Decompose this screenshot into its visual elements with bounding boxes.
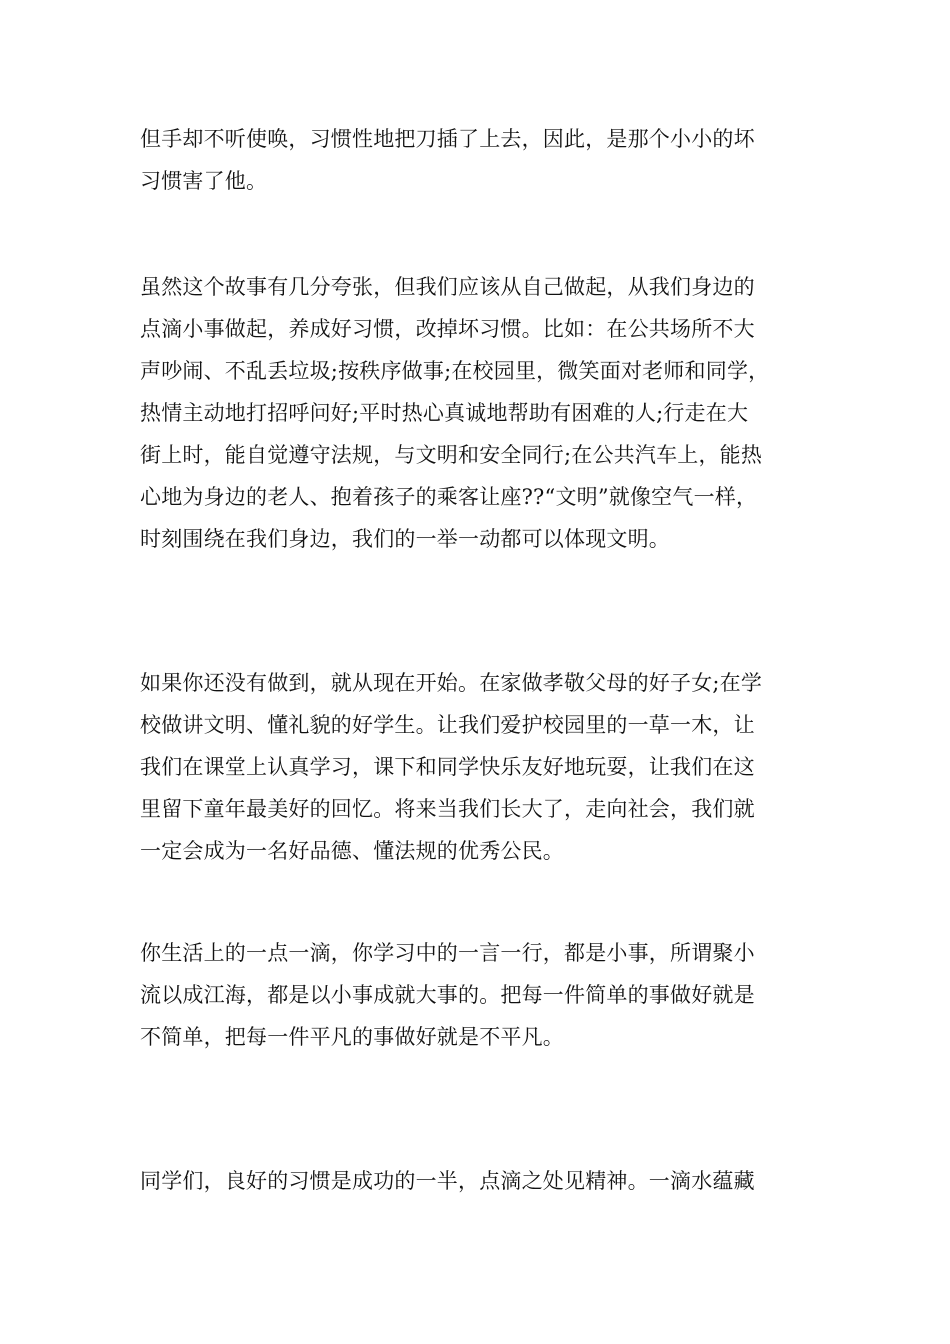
paragraph-line: 一定会成为一名好品德、懂法规的优秀公民。 — [140, 839, 564, 863]
paragraph-line: 习惯害了他。 — [140, 169, 268, 193]
paragraph-line: 如果你还没有做到，就从现在开始。在家做孝敬父母的好子女;在学 — [140, 671, 763, 695]
paragraph-1 — [140, 118, 800, 202]
paragraph-line: 流以成江海，都是以小事成就大事的。把每一件简单的事做好就是 — [140, 983, 755, 1007]
paragraph-line: 校做讲文明、懂礼貌的好学生。让我们爱护校园里的一草一木，让 — [140, 713, 755, 737]
paragraph-line: 声吵闹、不乱丢垃圾;按秩序做事;在校园里，微笑面对老师和同学， — [140, 359, 770, 383]
paragraph-line: 热情主动地打招呼问好;平时热心真诚地帮助有困难的人;行走在大 — [140, 401, 749, 425]
paragraph-line: 同学们，良好的习惯是成功的一半，点滴之处见精神。一滴水蕴藏 — [140, 1169, 755, 1193]
paragraph-line: 虽然这个故事有几分夸张，但我们应该从自己做起，从我们身边的 — [140, 275, 755, 299]
paragraph-3 — [140, 662, 800, 872]
paragraph-line: 点滴小事做起，养成好习惯，改掉坏习惯。比如：在公共场所不大 — [140, 317, 755, 341]
paragraph-line: 我们在课堂上认真学习，课下和同学快乐友好地玩耍，让我们在这 — [140, 755, 755, 779]
paragraph-4 — [140, 932, 800, 1058]
paragraph-line: 里留下童年最美好的回忆。将来当我们长大了，走向社会，我们就 — [140, 797, 755, 821]
paragraph-line: 你生活上的一点一滴，你学习中的一言一行，都是小事，所谓聚小 — [140, 941, 755, 965]
paragraph-line: 街上时，能自觉遵守法规，与文明和安全同行;在公共汽车上，能热 — [140, 443, 763, 467]
paragraph-line: 不简单，把每一件平凡的事做好就是不平凡。 — [140, 1025, 564, 1049]
paragraph-5 — [140, 1160, 800, 1202]
paragraph-line: 心地为身边的老人、抱着孩子的乘客让座??“文明”就像空气一样， — [140, 485, 758, 509]
paragraph-line: 但手却不听使唤，习惯性地把刀插了上去，因此，是那个小小的坏 — [140, 127, 755, 151]
paragraph-2 — [140, 266, 800, 560]
paragraph-line: 时刻围绕在我们身边，我们的一举一动都可以体现文明。 — [140, 527, 670, 551]
